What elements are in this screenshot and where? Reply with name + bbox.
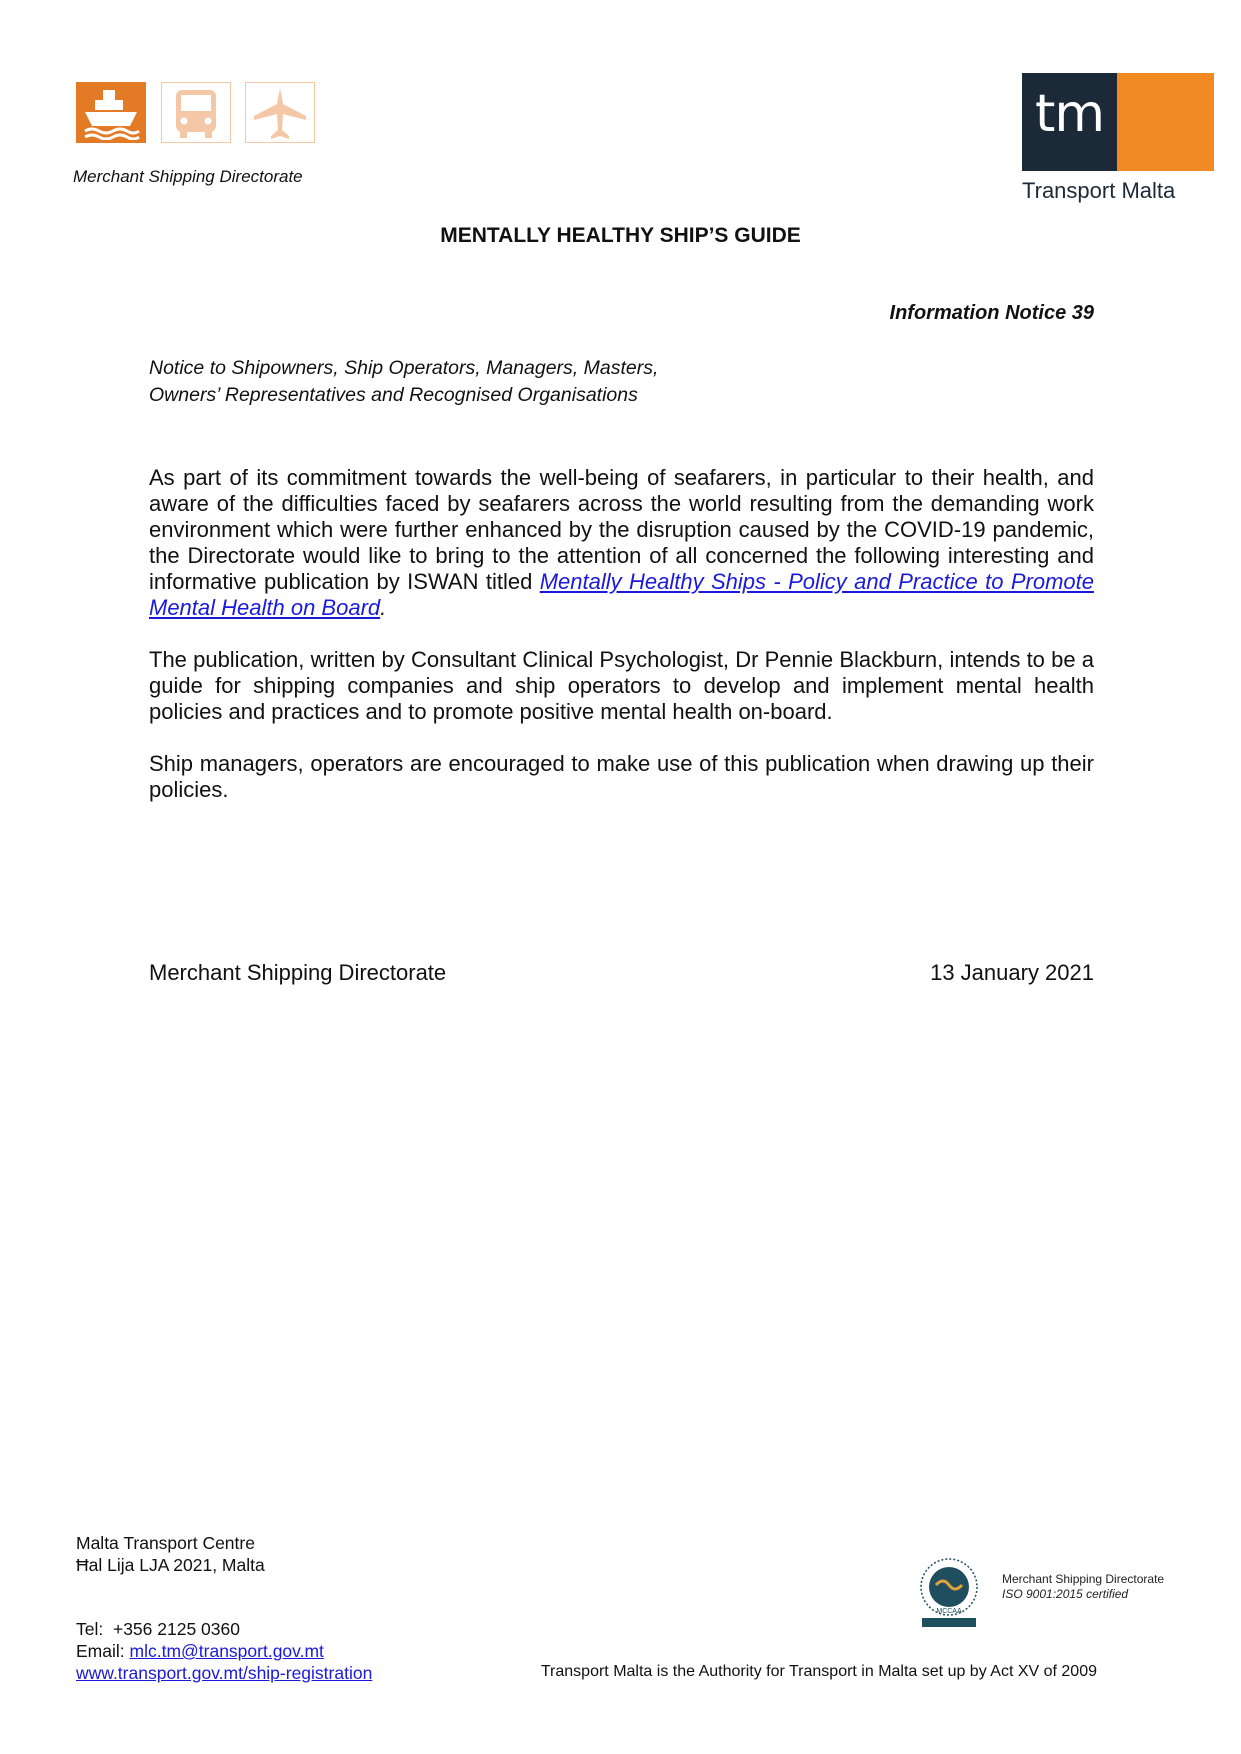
tel-number: +356 2125 0360	[112, 1619, 240, 1639]
document-title: MENTALLY HEALTHY SHIP’S GUIDE	[440, 224, 801, 247]
email-line	[76, 1640, 372, 1662]
signature-date: 13 January 2021	[930, 960, 1094, 985]
publication-link[interactable]: Mentally Healthy Ships - Policy and Practice to Promote Mental Health on Board	[149, 569, 1094, 620]
tm-logo-orange-block	[1117, 73, 1214, 171]
website-link[interactable]: www.transport.gov.mt/ship-registration	[76, 1663, 373, 1683]
paragraph-1-text: As part of its commitment towards the well-being of seafarers, in particular to their health, and aware of the difficulties faced by seafarers across the world resulting from the demanding work environment which were further enhanced by the disruption caused by the COVID-19 pandemic, the Directorate would like to bring to the attention of all concerned the following interesting and informative publication by ISWAN titled	[149, 465, 1094, 594]
tm-logo-name: Transport Malta	[1022, 178, 1176, 203]
paragraph-1	[149, 465, 1094, 621]
paragraph-3-text: Ship managers, operators are encouraged to make use of this publication when drawing up their policies.	[149, 751, 1094, 802]
directorate-label: Merchant Shipping Directorate	[73, 167, 303, 186]
footer-address	[76, 1532, 265, 1576]
tm-logo-mark: tm	[1035, 84, 1105, 144]
paragraph-1-end: .	[380, 595, 387, 620]
notice-number: Information Notice 39	[889, 302, 1094, 324]
ship-icon	[76, 82, 146, 143]
signature-directorate: Merchant Shipping Directorate	[149, 960, 447, 985]
telephone-line	[76, 1618, 372, 1640]
address-line-2: Ħal Lija LJA 2021, Malta	[76, 1555, 265, 1575]
cert-iso: ISO 9001:2015 certified	[1002, 1587, 1129, 1601]
addressees	[149, 355, 658, 409]
paragraph-3	[149, 751, 1094, 803]
email-label: Email:	[76, 1641, 125, 1661]
cert-text	[1002, 1572, 1164, 1602]
footer-contact	[76, 1618, 372, 1684]
address-line-1: Malta Transport Centre	[76, 1533, 255, 1553]
plane-icon	[245, 82, 315, 143]
quality-seal-icon	[914, 1555, 984, 1630]
tel-label: Tel:	[76, 1619, 104, 1639]
email-link[interactable]: mlc.tm@transport.gov.mt	[129, 1641, 324, 1661]
addressees-line-2: Owners’ Representatives and Recognised Organisations	[149, 384, 638, 406]
cert-directorate: Merchant Shipping Directorate	[1002, 1572, 1165, 1586]
paragraph-2	[149, 647, 1094, 725]
authority-statement: Transport Malta is the Authority for Transport in Malta set up by Act XV of 2009	[540, 1663, 1097, 1680]
bus-icon	[161, 82, 231, 143]
cert-seal-text: MCCAA	[936, 1608, 962, 1615]
paragraph-2-text: The publication, written by Consultant Clinical Psychologist, Dr Pennie Blackburn, intends to be a guide for shipping companies and ship operators to develop and implement mental health policies and practices and to promote positive mental health on-board.	[149, 647, 1094, 724]
addressees-line-1: Notice to Shipowners, Ship Operators, Managers, Masters,	[149, 357, 659, 379]
